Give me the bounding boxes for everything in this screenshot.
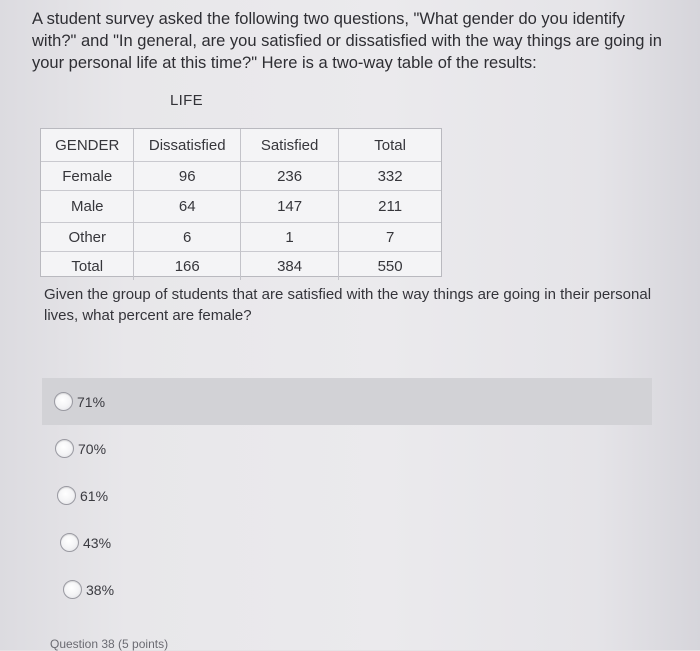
option-label: 70%: [78, 440, 107, 457]
radio-button[interactable]: [63, 580, 82, 599]
table-cell: 384: [240, 252, 338, 281]
table-cell: 166: [134, 252, 240, 281]
radio-button[interactable]: [55, 439, 74, 458]
table-row: [41, 162, 441, 191]
results-table: [41, 129, 441, 280]
answer-options: [42, 378, 652, 613]
header-dissatisfied: Dissatisfied: [134, 129, 240, 162]
table-cell: 236: [240, 162, 338, 191]
answer-option-71[interactable]: [42, 378, 652, 425]
answer-option-61[interactable]: [42, 472, 652, 519]
row-label: Male: [41, 191, 134, 223]
option-label: 61%: [80, 487, 109, 504]
table-cell: 96: [134, 162, 240, 191]
option-label: 71%: [77, 393, 106, 410]
two-way-table: [40, 128, 442, 277]
radio-button[interactable]: [57, 486, 76, 505]
header-total: Total: [339, 129, 441, 162]
row-label: Female: [41, 162, 134, 191]
row-label: Total: [41, 252, 134, 281]
option-label: 38%: [86, 581, 115, 598]
radio-button[interactable]: [60, 533, 79, 552]
table-column-heading: LIFE: [170, 92, 203, 109]
table-cell: 6: [134, 223, 240, 252]
question-intro: A student survey asked the following two questions, "What gender do you identify with?" and "In general, are you satisfied or dissatisfied with the way things are going in your personal life at this time?" Here is a two-way table of the results:: [32, 10, 662, 72]
table-cell: 211: [339, 191, 441, 223]
table-row: [41, 223, 441, 252]
table-header-row: [41, 129, 441, 162]
header-satisfied: Satisfied: [240, 129, 338, 162]
row-label: Other: [41, 223, 134, 252]
header-gender: GENDER: [55, 136, 120, 154]
radio-button[interactable]: [54, 392, 73, 411]
answer-option-70[interactable]: [42, 425, 652, 472]
table-cell: 7: [339, 223, 441, 252]
answer-option-38[interactable]: [42, 566, 652, 613]
question-prompt: Given the group of students that are satisfied with the way things are going in their personal lives, what percent are female?: [44, 286, 652, 324]
table-cell: 147: [240, 191, 338, 223]
answer-option-43[interactable]: [42, 519, 652, 566]
next-question-label: Question 38 (5 points): [50, 637, 169, 651]
table-cell: 332: [339, 162, 441, 191]
table-cell: 64: [134, 191, 240, 223]
table-cell: 1: [240, 223, 338, 252]
table-cell: 550: [339, 252, 441, 281]
table-row: [41, 252, 441, 281]
option-label: 43%: [83, 534, 112, 551]
table-row: [41, 191, 441, 223]
